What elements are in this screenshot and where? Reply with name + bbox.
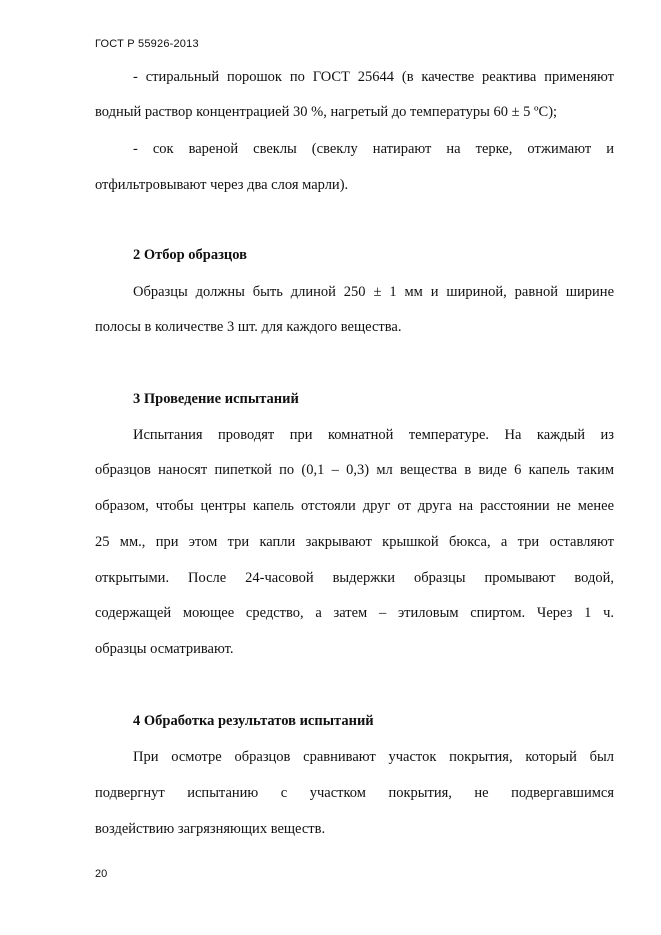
section-4-line-1: При осмотре образцов сравнивают участок покрытия, который был xyxy=(133,749,614,765)
intro-line-1: - стиральный порошок по ГОСТ 25644 (в качестве реактива применяют xyxy=(133,69,614,85)
section-3-line-5: открытыми. После 24-часовой выдержки образцы промывают водой, xyxy=(95,570,614,586)
section-3-line-7: образцы осматривают. xyxy=(95,641,234,657)
section-3-line-2: образцов наносят пипеткой по (0,1 – 0,3) мл вещества в виде 6 капель таким xyxy=(95,462,614,478)
intro-line-2: водный раствор концентрацией 30 %, нагретый до температуры 60 ± 5 ºС); xyxy=(95,104,558,120)
page-number: 20 xyxy=(95,868,108,880)
section-3-line-3: образом, чтобы центры капель отстояли друг от друга на расстоянии не менее xyxy=(95,498,614,514)
section-3-line-4: 25 мм., при этом три капли закрывают крышкой бюкса, а три оставляют xyxy=(95,534,614,550)
section-2-line-2: полосы в количестве 3 шт. для каждого вещества. xyxy=(95,319,402,335)
section-4-heading: 4 Обработка результатов испытаний xyxy=(133,713,374,729)
section-2-line-1: Образцы должны быть длиной 250 ± 1 мм и шириной, равной ширине xyxy=(133,284,614,300)
section-2-heading: 2 Отбор образцов xyxy=(133,247,247,263)
document-header: ГОСТ Р 55926-2013 xyxy=(95,38,199,50)
section-4-line-3: воздействию загрязняющих веществ. xyxy=(95,821,326,837)
section-3-heading: 3 Проведение испытаний xyxy=(133,391,299,407)
section-3-line-6: содержащей моющее средство, а затем – этиловым спиртом. Через 1 ч. xyxy=(95,605,614,621)
section-3-line-1: Испытания проводят при комнатной температуре. На каждый из xyxy=(133,427,614,443)
intro-line-4: отфильтровывают через два слоя марли). xyxy=(95,177,349,193)
section-4-line-2: подвергнут испытанию с участком покрытия, не подвергавшимся xyxy=(95,785,614,801)
intro-line-3: - сок вареной свеклы (свеклу натирают на терке, отжимают и xyxy=(133,141,614,157)
